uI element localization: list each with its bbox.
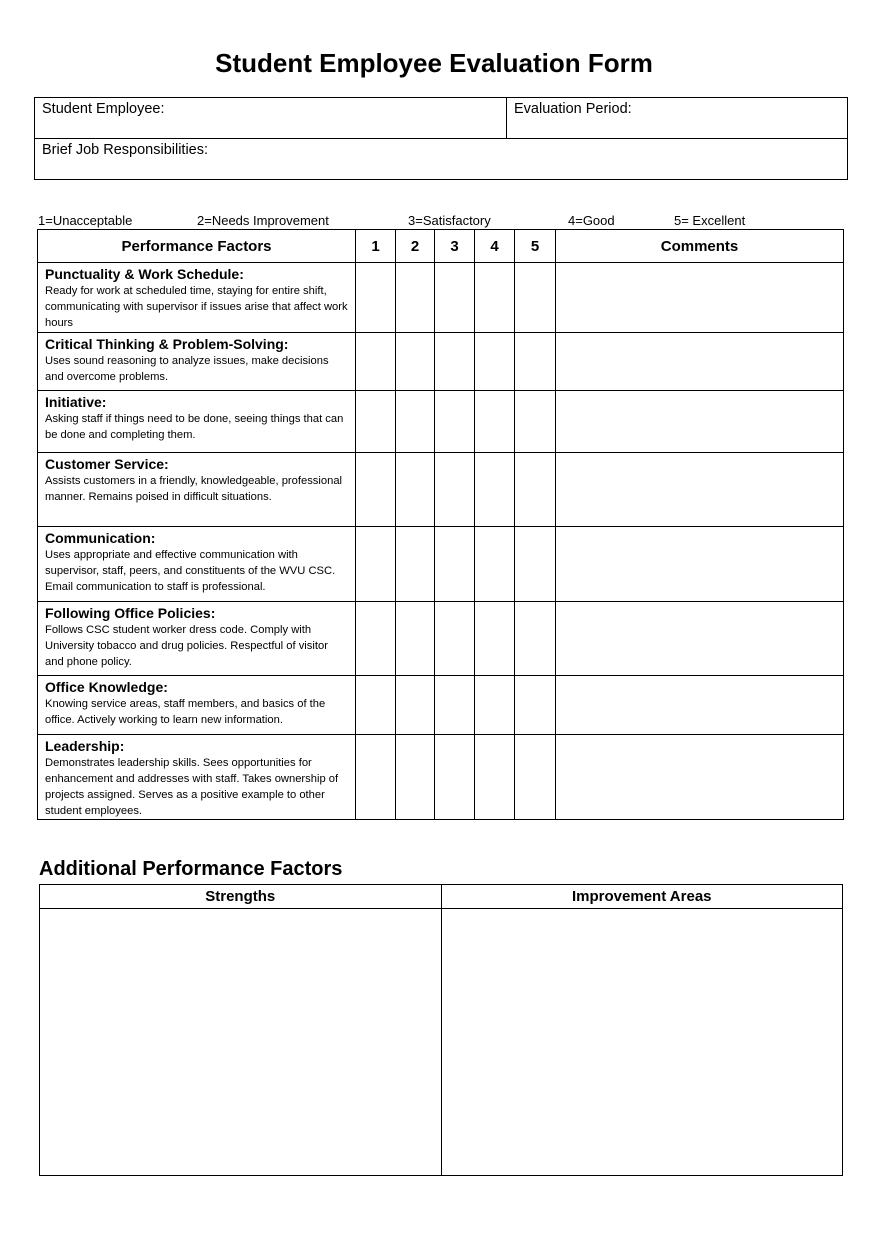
rating-cell-3[interactable] bbox=[435, 452, 475, 526]
rating-cell-3[interactable] bbox=[435, 734, 475, 820]
factor-title: Communication: bbox=[45, 529, 156, 546]
rating-cell-1[interactable] bbox=[356, 452, 396, 526]
factor-title: Office Knowledge: bbox=[45, 678, 168, 695]
comments-cell[interactable] bbox=[556, 526, 844, 601]
rating-cell-3[interactable] bbox=[435, 526, 475, 601]
factor-title: Leadership: bbox=[45, 737, 125, 754]
rating-cell-4[interactable] bbox=[475, 452, 515, 526]
performance-factors-header: Performance Factors bbox=[38, 230, 356, 263]
rating-header-3: 3 bbox=[435, 230, 475, 263]
strengths-header: Strengths bbox=[40, 885, 442, 909]
rating-cell-1[interactable] bbox=[356, 332, 396, 390]
rating-cell-5[interactable] bbox=[515, 263, 556, 333]
rating-cell-4[interactable] bbox=[475, 390, 515, 452]
factor-title: Following Office Policies: bbox=[45, 604, 216, 621]
rating-cell-5[interactable] bbox=[515, 390, 556, 452]
strengths-field[interactable] bbox=[40, 909, 442, 1176]
table-row bbox=[38, 390, 844, 452]
rating-cell-5[interactable] bbox=[515, 734, 556, 820]
evaluation-period-label: Evaluation Period: bbox=[514, 101, 632, 117]
rating-cell-2[interactable] bbox=[396, 332, 435, 390]
legend-3: 3=Satisfactory bbox=[408, 213, 491, 228]
student-employee-field[interactable] bbox=[35, 98, 507, 139]
rating-cell-1[interactable] bbox=[356, 734, 396, 820]
comments-cell[interactable] bbox=[556, 452, 844, 526]
factor-cell bbox=[38, 734, 356, 820]
comments-cell[interactable] bbox=[556, 675, 844, 734]
rating-cell-4[interactable] bbox=[475, 734, 515, 820]
factor-description: Demonstrates leadership skills. Sees opportunities for enhancement and addresses with staff. Takes ownership of projects assigned. Serves as a positive example to other student employees. bbox=[45, 756, 339, 818]
job-responsibilities-field[interactable] bbox=[35, 139, 848, 180]
factor-description: Asking staff if things need to be done, seeing things that can be done and completing them. bbox=[45, 412, 344, 441]
table-row bbox=[38, 452, 844, 526]
rating-cell-5[interactable] bbox=[515, 332, 556, 390]
factor-description: Assists customers in a friendly, knowledgeable, professional manner. Remains poised in difficult situations. bbox=[45, 474, 343, 503]
factor-description: Uses sound reasoning to analyze issues, make decisions and overcome problems. bbox=[45, 354, 329, 383]
rating-cell-2[interactable] bbox=[396, 452, 435, 526]
rating-cell-3[interactable] bbox=[435, 675, 475, 734]
student-employee-label: Student Employee: bbox=[42, 101, 165, 117]
rating-cell-5[interactable] bbox=[515, 601, 556, 675]
rating-cell-4[interactable] bbox=[475, 263, 515, 333]
legend-5: 5= Excellent bbox=[674, 213, 746, 228]
page-title: Student Employee Evaluation Form bbox=[215, 48, 653, 78]
comments-cell[interactable] bbox=[556, 332, 844, 390]
rating-header-4: 4 bbox=[475, 230, 515, 263]
rating-cell-3[interactable] bbox=[435, 390, 475, 452]
rating-cell-2[interactable] bbox=[396, 675, 435, 734]
factor-title: Critical Thinking & Problem-Solving: bbox=[45, 335, 289, 352]
rating-cell-4[interactable] bbox=[475, 675, 515, 734]
rating-cell-1[interactable] bbox=[356, 675, 396, 734]
comments-cell[interactable] bbox=[556, 390, 844, 452]
table-row bbox=[38, 263, 844, 333]
rating-cell-1[interactable] bbox=[356, 601, 396, 675]
table-row bbox=[38, 601, 844, 675]
rating-cell-3[interactable] bbox=[435, 601, 475, 675]
table-row bbox=[38, 675, 844, 734]
legend-1: 1=Unacceptable bbox=[38, 213, 133, 228]
rating-cell-2[interactable] bbox=[396, 263, 435, 333]
rating-cell-1[interactable] bbox=[356, 263, 396, 333]
rating-cell-5[interactable] bbox=[515, 452, 556, 526]
table-row bbox=[38, 734, 844, 820]
rating-cell-3[interactable] bbox=[435, 263, 475, 333]
factor-description: Uses appropriate and effective communication with supervisor, staff, peers, and constituents of the WVU CSC. Email communication to staff is professional. bbox=[45, 548, 336, 594]
rating-cell-4[interactable] bbox=[475, 526, 515, 601]
factor-cell bbox=[38, 452, 356, 526]
rating-cell-2[interactable] bbox=[396, 390, 435, 452]
factor-description: Follows CSC student worker dress code. Comply with University tobacco and drug policies. Respectful of visitor and phone policy. bbox=[45, 623, 328, 669]
job-responsibilities-label: Brief Job Responsibilities: bbox=[42, 142, 209, 158]
rating-cell-1[interactable] bbox=[356, 526, 396, 601]
improvement-areas-header: Improvement Areas bbox=[441, 885, 843, 909]
factor-description: Ready for work at scheduled time, staying for entire shift, communicating with supervisor if issues arise that affect work hours bbox=[45, 285, 348, 330]
rating-cell-4[interactable] bbox=[475, 601, 515, 675]
comments-header: Comments bbox=[556, 230, 844, 263]
performance-factors-table bbox=[37, 229, 844, 820]
additional-factors-title: Additional Performance Factors bbox=[39, 858, 343, 880]
rating-cell-1[interactable] bbox=[356, 390, 396, 452]
factor-cell bbox=[38, 675, 356, 734]
employee-info-table bbox=[34, 97, 848, 180]
rating-header-2: 2 bbox=[396, 230, 435, 263]
comments-cell[interactable] bbox=[556, 601, 844, 675]
rating-header-5: 5 bbox=[515, 230, 556, 263]
factor-title: Initiative: bbox=[45, 393, 107, 410]
legend-2: 2=Needs Improvement bbox=[197, 213, 329, 228]
rating-cell-5[interactable] bbox=[515, 675, 556, 734]
factor-cell bbox=[38, 526, 356, 601]
comments-cell[interactable] bbox=[556, 734, 844, 820]
rating-cell-3[interactable] bbox=[435, 332, 475, 390]
improvement-areas-field[interactable] bbox=[441, 909, 843, 1176]
rating-cell-2[interactable] bbox=[396, 734, 435, 820]
factor-cell bbox=[38, 332, 356, 390]
rating-cell-4[interactable] bbox=[475, 332, 515, 390]
rating-cell-5[interactable] bbox=[515, 526, 556, 601]
factor-description: Knowing service areas, staff members, and basics of the office. Actively working to learn new information. bbox=[45, 697, 326, 726]
table-row bbox=[38, 332, 844, 390]
rating-cell-2[interactable] bbox=[396, 526, 435, 601]
rating-header-1: 1 bbox=[356, 230, 396, 263]
comments-cell[interactable] bbox=[556, 263, 844, 333]
factor-cell bbox=[38, 601, 356, 675]
evaluation-period-field[interactable] bbox=[507, 98, 848, 139]
factor-cell bbox=[38, 390, 356, 452]
factor-title: Punctuality & Work Schedule: bbox=[45, 266, 244, 282]
table-row bbox=[38, 526, 844, 601]
factor-title: Customer Service: bbox=[45, 455, 169, 472]
factor-cell bbox=[38, 263, 356, 333]
rating-cell-2[interactable] bbox=[396, 601, 435, 675]
legend-4: 4=Good bbox=[568, 213, 615, 228]
additional-factors-table bbox=[39, 884, 843, 1176]
